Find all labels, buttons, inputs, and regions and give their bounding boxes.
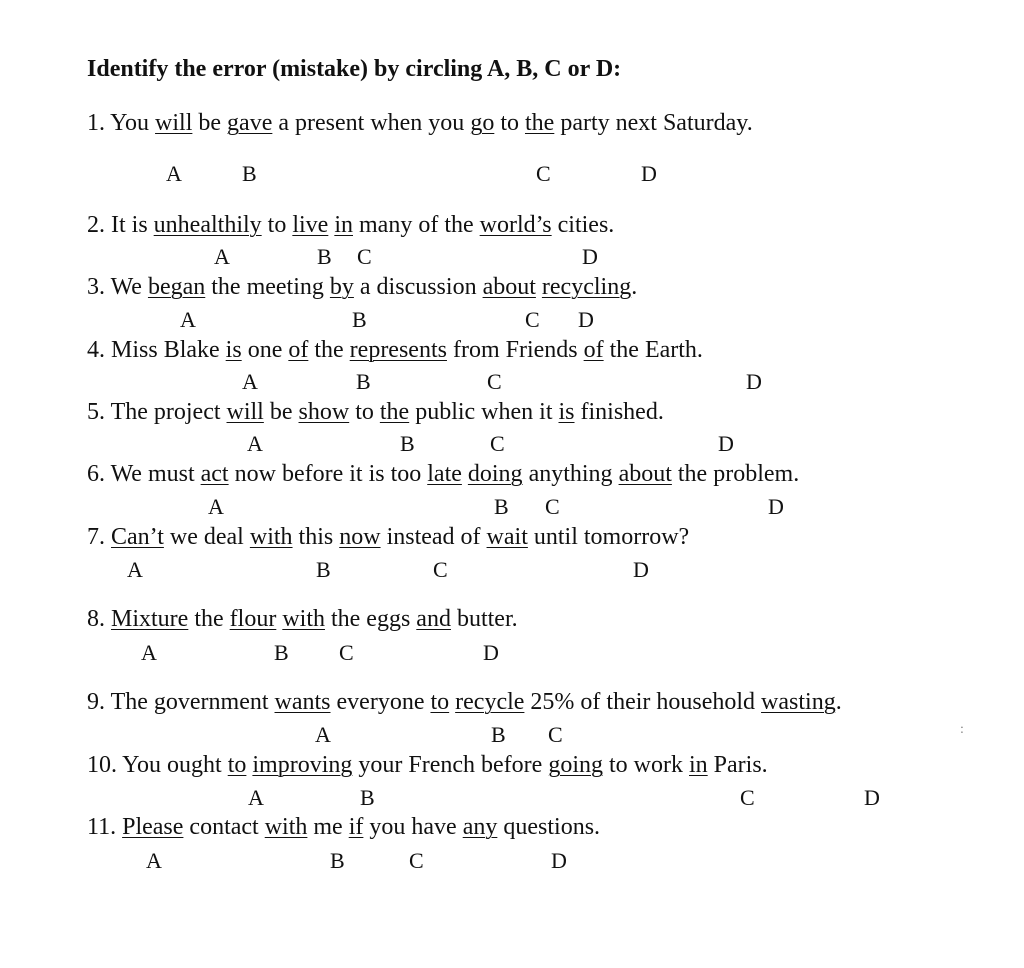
question-11-option-a[interactable]: A — [146, 848, 162, 873]
question-10-option-b[interactable]: B — [360, 785, 375, 810]
underlined-option[interactable]: doing — [467, 461, 523, 487]
sentence-text: anything — [522, 461, 619, 487]
sentence-text: 4. Miss Blake — [87, 337, 226, 363]
underlined-option[interactable]: going — [548, 752, 603, 778]
question-10-option-a[interactable]: A — [248, 785, 264, 810]
question-5-option-c[interactable]: C — [490, 431, 505, 456]
question-8-option-a[interactable]: A — [141, 640, 157, 665]
underlined-option[interactable]: about — [482, 274, 536, 300]
underlined-option[interactable]: about — [618, 461, 672, 487]
sentence-text: to — [349, 399, 380, 425]
sentence-text: 2. It is — [87, 212, 154, 238]
underlined-option[interactable]: Please — [122, 814, 184, 840]
sentence-text: 6. We must — [87, 461, 201, 487]
sentence-text: to — [261, 212, 293, 238]
underlined-option[interactable]: in — [689, 752, 708, 778]
sentence-text: 8. — [87, 606, 111, 632]
underlined-option[interactable]: with — [249, 524, 293, 550]
sentence-text: 3. We — [87, 274, 148, 300]
question-6-sentence — [87, 459, 799, 489]
sentence-text: to work — [603, 752, 689, 778]
sentence-text: 11. — [87, 814, 123, 840]
underlined-option[interactable]: and — [416, 606, 451, 632]
question-4-option-b[interactable]: B — [356, 369, 371, 394]
question-1-option-a[interactable]: A — [166, 161, 182, 186]
question-7-sentence — [87, 522, 689, 552]
sentence-text: this — [292, 524, 340, 550]
underlined-option[interactable]: improving — [252, 752, 353, 778]
question-11-option-b[interactable]: B — [330, 848, 345, 873]
underlined-option[interactable]: to — [430, 689, 450, 715]
underlined-option[interactable]: in — [334, 212, 353, 238]
instructions-heading: Identify the error (mistake) by circling A, B, C or D: — [87, 56, 622, 82]
underlined-option[interactable]: by — [329, 274, 354, 300]
sentence-text: the — [308, 337, 350, 363]
underlined-option[interactable]: the — [379, 399, 410, 425]
question-2-option-b[interactable]: B — [317, 244, 332, 269]
question-8-option-d[interactable]: D — [483, 640, 499, 665]
sentence-text: 5. The project — [87, 399, 227, 425]
sentence-text: 25% of their household — [524, 689, 762, 715]
sentence-text: one — [241, 337, 289, 363]
underlined-option[interactable]: recycle — [455, 689, 525, 715]
question-1-option-b[interactable]: B — [242, 161, 257, 186]
question-2-option-c[interactable]: C — [357, 244, 372, 269]
underlined-option[interactable]: recycling — [541, 274, 632, 300]
question-3-option-b[interactable]: B — [352, 307, 367, 332]
question-5-option-d[interactable]: D — [718, 431, 734, 456]
question-3-option-a[interactable]: A — [180, 307, 196, 332]
sentence-text: cities. — [551, 212, 615, 238]
underlined-option[interactable]: flour — [229, 606, 277, 632]
underlined-option[interactable]: any — [462, 814, 498, 840]
sentence-text: Paris. — [707, 752, 768, 778]
question-10-sentence — [87, 750, 768, 780]
sentence-text: me — [307, 814, 349, 840]
question-2-option-a[interactable]: A — [214, 244, 230, 269]
underlined-option[interactable]: wasting — [761, 689, 836, 715]
question-8-option-c[interactable]: C — [339, 640, 354, 665]
sentence-text: until tomorrow? — [527, 524, 690, 550]
question-10-option-c[interactable]: C — [740, 785, 755, 810]
question-4-option-d[interactable]: D — [746, 369, 762, 394]
question-11-option-c[interactable]: C — [409, 848, 424, 873]
underlined-option[interactable]: is — [558, 399, 575, 425]
question-1-option-c[interactable]: C — [536, 161, 551, 186]
sentence-text: 7. — [87, 524, 111, 550]
question-3-sentence — [87, 272, 637, 302]
question-9-option-c[interactable]: C — [548, 722, 563, 747]
question-5-sentence — [87, 397, 664, 427]
question-6-option-b[interactable]: B — [494, 494, 509, 519]
sentence-text: your French before — [352, 752, 549, 778]
question-1-option-d[interactable]: D — [641, 161, 657, 186]
underlined-option[interactable]: is — [225, 337, 242, 363]
question-4-option-c[interactable]: C — [487, 369, 502, 394]
question-6-option-a[interactable]: A — [208, 494, 224, 519]
sentence-text: finished. — [574, 399, 664, 425]
underlined-option[interactable]: live — [292, 212, 329, 238]
underlined-option[interactable]: late — [427, 461, 462, 487]
question-8-option-b[interactable]: B — [274, 640, 289, 665]
underlined-option[interactable]: if — [348, 814, 364, 840]
sentence-text: the eggs — [324, 606, 417, 632]
underlined-option[interactable]: show — [298, 399, 350, 425]
question-9-option-b[interactable]: B — [491, 722, 506, 747]
sentence-text: instead of — [380, 524, 487, 550]
sentence-text: you have — [363, 814, 463, 840]
underlined-option[interactable]: now — [339, 524, 381, 550]
sentence-text: from Friends — [446, 337, 584, 363]
margin-mark: : — [960, 722, 964, 737]
underlined-option[interactable]: represents — [349, 337, 447, 363]
sentence-text: everyone — [330, 689, 431, 715]
sentence-text: the meeting — [205, 274, 330, 300]
underlined-option[interactable]: gave — [227, 110, 273, 136]
question-7-option-a[interactable]: A — [127, 557, 143, 582]
underlined-option[interactable]: act — [200, 461, 229, 487]
sentence-text: to — [494, 110, 525, 136]
question-7-option-b[interactable]: B — [316, 557, 331, 582]
underlined-option[interactable]: of — [583, 337, 604, 363]
underlined-option[interactable]: Can’t — [111, 524, 164, 550]
sentence-text: a discussion — [353, 274, 483, 300]
sentence-text: 9. The government — [87, 689, 275, 715]
underlined-option[interactable]: of — [288, 337, 309, 363]
underlined-option[interactable]: with — [264, 814, 308, 840]
question-7-option-d[interactable]: D — [633, 557, 649, 582]
underlined-option[interactable]: began — [147, 274, 206, 300]
question-3-option-d[interactable]: D — [578, 307, 594, 332]
question-1-sentence — [87, 108, 753, 138]
question-9-sentence — [87, 687, 842, 717]
question-4-sentence — [87, 335, 703, 365]
question-4-option-a[interactable]: A — [242, 369, 258, 394]
question-3-option-c[interactable]: C — [525, 307, 540, 332]
sentence-text: 10. You ought — [87, 752, 228, 778]
underlined-option[interactable]: with — [282, 606, 325, 632]
underlined-option[interactable]: to — [227, 752, 247, 778]
underlined-option[interactable]: world’s — [479, 212, 552, 238]
sentence-text: we deal — [163, 524, 250, 550]
sentence-text: the — [188, 606, 230, 632]
sentence-text: . — [631, 274, 638, 300]
underlined-option[interactable]: wants — [274, 689, 331, 715]
sentence-text: be — [263, 399, 299, 425]
question-2-option-d[interactable]: D — [582, 244, 598, 269]
underlined-option[interactable]: will — [155, 110, 193, 136]
question-10-option-d[interactable]: D — [864, 785, 880, 810]
underlined-option[interactable]: will — [226, 399, 264, 425]
underlined-option[interactable]: the — [524, 110, 555, 136]
question-7-option-c[interactable]: C — [433, 557, 448, 582]
sentence-text: many of the — [353, 212, 480, 238]
underlined-option[interactable]: wait — [486, 524, 528, 550]
sentence-text: the Earth. — [603, 337, 703, 363]
sentence-text: . — [835, 689, 842, 715]
question-11-sentence — [87, 812, 600, 842]
question-11-option-d[interactable]: D — [551, 848, 567, 873]
sentence-text: be — [192, 110, 228, 136]
sentence-text: questions. — [497, 814, 601, 840]
question-6-option-c[interactable]: C — [545, 494, 560, 519]
sentence-text: a present when you — [272, 110, 471, 136]
underlined-option[interactable]: go — [470, 110, 495, 136]
question-5-option-b[interactable]: B — [400, 431, 415, 456]
sentence-text: public when it — [409, 399, 559, 425]
underlined-option[interactable]: unhealthily — [153, 212, 262, 238]
sentence-text: now before it is too — [228, 461, 428, 487]
question-2-sentence — [87, 210, 614, 240]
question-5-option-a[interactable]: A — [247, 431, 263, 456]
question-8-sentence — [87, 604, 518, 634]
sentence-text: party next Saturday. — [554, 110, 753, 136]
question-9-option-a[interactable]: A — [315, 722, 331, 747]
sentence-text: contact — [183, 814, 265, 840]
sentence-text: butter. — [450, 606, 518, 632]
sentence-text: 1. You — [87, 110, 156, 136]
question-6-option-d[interactable]: D — [768, 494, 784, 519]
sentence-text: the problem. — [671, 461, 800, 487]
underlined-option[interactable]: Mixture — [111, 606, 189, 632]
